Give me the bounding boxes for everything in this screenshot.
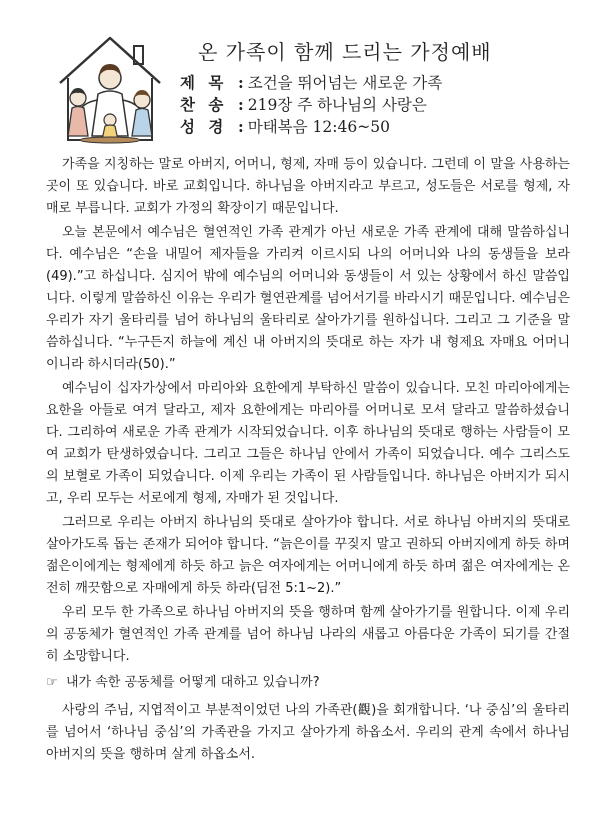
scripture-value: 마태복음 12:46~50: [247, 118, 390, 136]
paragraph: 가족을 지칭하는 말로 아버지, 어머니, 형제, 자매 등이 있습니다. 그런데 이 말을 사용하는 곳이 또 있습니다. 바로 교회입니다. 하나님을 아버지라고 부르고, 성도들은 서로를 형제, 자매로 부릅니다. 교회가 가정의 확장이기 때문입니다.: [46, 157, 570, 216]
question-text: 내가 속한 공동체를 어떻게 대하고 있습니까?: [66, 675, 320, 690]
closing-prayer: 사랑의 주님, 지엽적이고 부분적이었던 나의 가족관(觀)을 회개합니다. ‘나 중심’의 울타리를 넘어서 ‘하나님 중심’의 가족관을 가지고 살아가게 하옵소서. 우리의 관계 속에서 하나님 아버지의 뜻을 행하며 살게 하옵소서.: [46, 703, 570, 762]
scripture-separator: :: [238, 117, 244, 136]
hymn-separator: :: [238, 95, 244, 114]
subject-row: [180, 72, 570, 94]
scripture-label: 성 경: [180, 117, 228, 136]
hymn-value: 219장 주 하나님의 사랑은: [247, 96, 427, 114]
subject-separator: :: [238, 73, 244, 92]
service-info: [180, 72, 570, 138]
paragraph: 예수님이 십자가상에서 마리아와 요한에게 부탁하신 말씀이 있습니다. 모친 마리아에게는 요한을 아들로 여겨 달라고, 제자 요한에게는 마리아를 어머니로 모셔 달라고 말씀하셨습니다. 그리하여 새로운 가족 관계가 시작되었습니다. 이후 하나님의 뜻대로 행하는 사람들이 모여 교회가 탄생하였습니다. 그리고 그들은 하나님 안에서 가족이 되었습니다. 예수 그리스도의 보혈로 가족이 되었습니다. 이제 우리는 가족이 된 사람들입니다. 하나님은 아버지가 되시고, 우리 모두는 서로에게 형제, 자매가 된 것입니다.: [46, 381, 570, 506]
reflection-question: [46, 672, 570, 694]
family-in-house-icon: [50, 28, 170, 148]
hymn-label: 찬 송: [180, 95, 228, 114]
subject-value: 조건을 뛰어넘는 새로운 가족: [247, 74, 443, 92]
page-title: 온 가족이 함께 드리는 가정예배: [198, 40, 492, 64]
hymn-row: [180, 94, 570, 116]
pointing-hand-icon: ☞: [46, 675, 58, 690]
worship-header: [50, 28, 570, 148]
subject-label: 제 목: [180, 73, 228, 92]
paragraph: 우리 모두 한 가족으로 하나님 아버지의 뜻을 행하며 함께 살아가기를 원합니다. 이제 우리의 공동체가 혈연적인 가족 관계를 넘어 하나님 나라의 새롭고 아름다운 가족이 되기를 간절히 소망합니다.: [46, 605, 571, 664]
scripture-row: [180, 116, 570, 138]
paragraph: 오늘 본문에서 예수님은 혈연적인 가족 관계가 아닌 새로운 가족 관계에 대해 말씀하십니다. 예수님은 “손을 내밀어 제자들을 가리켜 이르시되 나의 어머니와 나의 동생들을 보라(49).”고 하십니다. 심지어 밖에 예수님의 어머니와 동생들이 서 있는 상황에서 하신 말씀입니다. 이렇게 말씀하신 이유는 우리가 혈연관계를 넘어서기를 바라시기 때문입니다. 예수님은 우리가 자기 울타리를 넘어 하나님의 울타리로 살아가기를 원하십니다. 그리고 그 기준을 말씀하십니다. “누구든지 하늘에 계신 내 아버지의 뜻대로 하는 자가 내 형제요 자매요 어머니이니라 하시더라(50).”: [46, 225, 571, 372]
sermon-body: [46, 154, 570, 768]
paragraph: 그러므로 우리는 아버지 하나님의 뜻대로 살아가야 합니다. 서로 하나님 아버지의 뜻대로 살아가도록 돕는 존재가 되어야 합니다. “늙은이를 꾸짖지 말고 권하되 아버지에게 하듯 하며 젊은이에게는 형제에게 하듯 하고 늙은 여자에게는 어머니에게 하듯 하며 젊은 여자에게는 온전히 깨끗함으로 자매에게 하듯 하라(딤전 5:1~2).”: [46, 515, 570, 596]
